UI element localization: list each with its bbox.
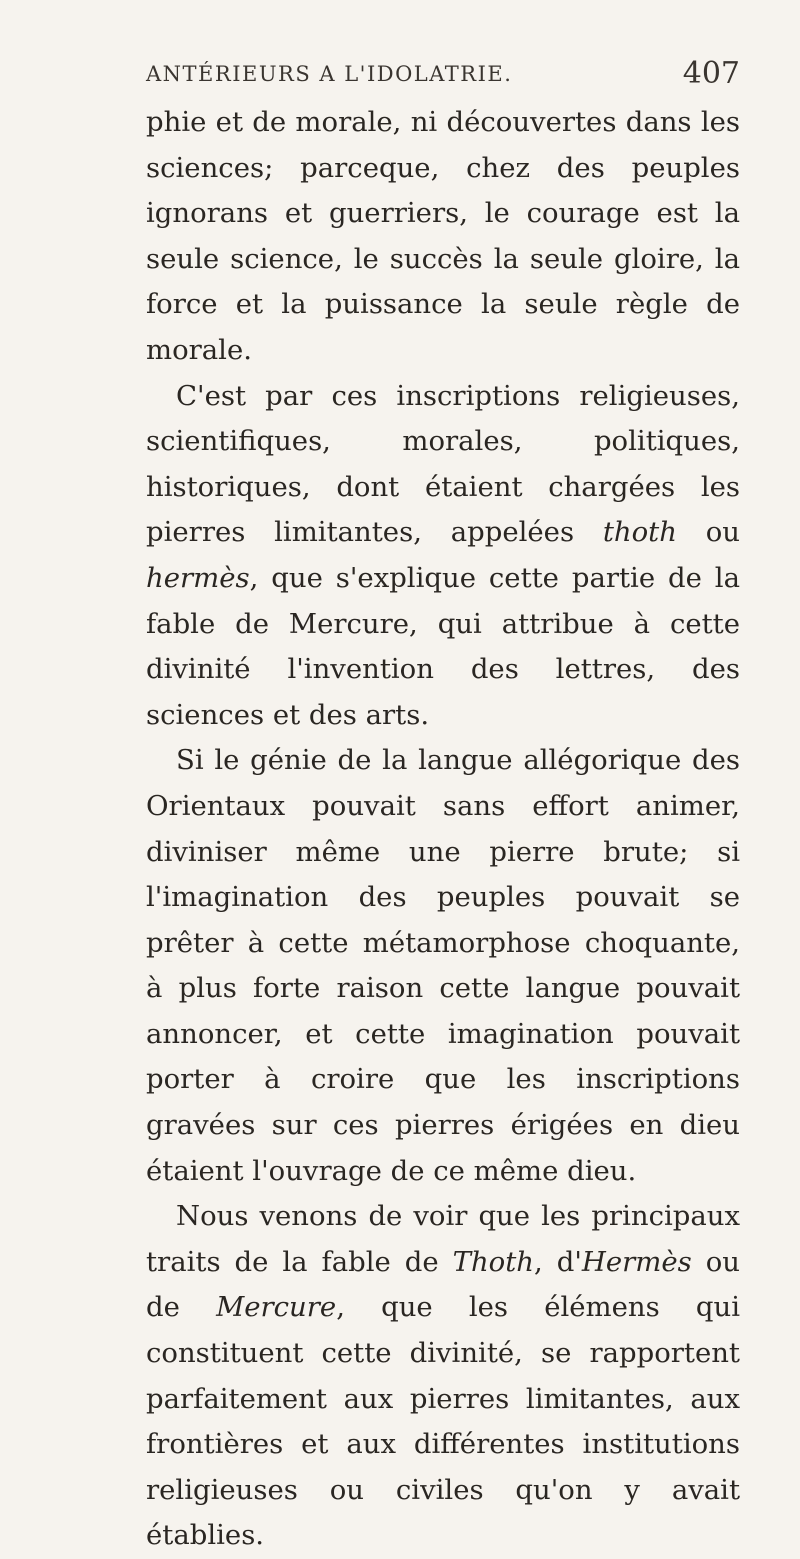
text-segment: ou de: [146, 1245, 741, 1324]
italic-term: Hermès: [581, 1245, 692, 1278]
italic-term: Mercure: [216, 1291, 337, 1324]
text-segment: , d': [534, 1245, 582, 1278]
text-segment: Nous venons de voir que les principaux traits de la fable de: [146, 1200, 740, 1278]
text-segment: C'est par ces inscriptions religieuses, scientifiques, morales, politiques, historiques, dont étaient chargées les pierres limitantes, appelées: [146, 379, 740, 549]
paragraph-4: [146, 1194, 740, 1559]
paragraph-1: [146, 100, 740, 374]
text-segment: ou: [676, 516, 740, 549]
text-segment: , que s'explique cette partie de la fable de Mercure, qui attribue à cette divinité l'invention des lettres, des sciences et des arts.: [146, 561, 740, 731]
text-segment: , que les élémens qui constituent cette divinité, se rapportent parfaitement aux pierres limitantes, aux frontières et aux différentes institutions religieuses ou civiles qu'on y avait établies.: [146, 1291, 741, 1552]
body-text: [146, 100, 740, 1559]
running-title: ANTÉRIEURS A L'IDOLATRIE.: [146, 62, 513, 86]
italic-term: hermès: [146, 561, 250, 594]
paragraph-2: [146, 374, 740, 739]
text-segment: phie et de morale, ni découvertes dans les sciences; parceque, chez des peuples ignorans et guerriers, le courage est la seule science, le succès la seule gloire, la force et la puissance la seule règle de morale.: [146, 106, 740, 366]
text-segment: Si le génie de la langue allégorique des Orientaux pouvait sans effort animer, diviniser même une pierre brute; si l'imagination des peuples pouvait se prêter à cette métamorphose choquante, à plus forte raison cette langue pouvait annoncer, et cette imagination pouvait porter à croire que les inscriptions gravées sur ces pierres érigées en dieu étaient l'ouvrage de ce même dieu.: [146, 744, 740, 1187]
italic-term: Thoth: [452, 1245, 534, 1278]
page-number: 407: [682, 56, 740, 91]
italic-term: thoth: [602, 516, 677, 549]
running-header: [146, 58, 740, 96]
paragraph-3: [146, 738, 740, 1194]
